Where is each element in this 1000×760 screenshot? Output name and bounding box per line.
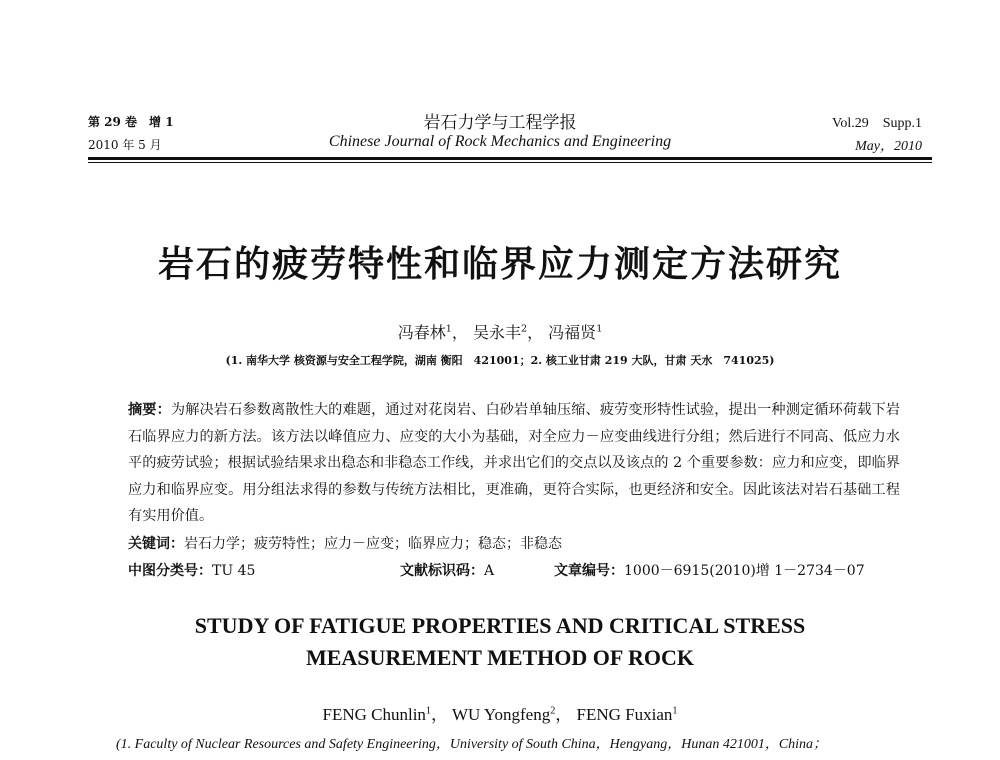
authors-en bbox=[0, 700, 1000, 725]
author-cn: 冯福贤 bbox=[548, 323, 597, 342]
author-cn: 冯春林 bbox=[397, 323, 446, 342]
paper-title-cn: 岩石的疲劳特性和临界应力测定方法研究 bbox=[157, 244, 842, 285]
affiliation-cn: (1. 南华大学 核资源与安全工程学院，湖南 衡阳 421001；2. 核工业甘肃 219 大队，甘肃 天水 741025) bbox=[225, 354, 775, 367]
author-aff: 2 bbox=[520, 323, 528, 335]
author-aff: 1 bbox=[672, 705, 678, 717]
author-cn: 吴永丰 bbox=[472, 323, 521, 342]
authors-cn bbox=[0, 320, 1000, 343]
keywords bbox=[128, 533, 562, 553]
header-rule-thick bbox=[88, 157, 932, 160]
author-sep: ， bbox=[451, 323, 468, 342]
classification bbox=[128, 560, 255, 580]
author-aff: 1 bbox=[425, 705, 432, 717]
author-sep: ， bbox=[527, 323, 544, 342]
author-aff: 1 bbox=[445, 323, 452, 335]
date-cn: 2010 年 5 月 bbox=[88, 138, 162, 152]
abstract-label: 摘要： bbox=[128, 402, 171, 418]
volume-en: Vol.29 Supp.1 bbox=[832, 116, 922, 131]
author-sep: ， bbox=[431, 705, 449, 724]
author-en: WU Yongfeng bbox=[451, 705, 551, 724]
header-rule-thin bbox=[88, 162, 932, 163]
abstract-text: 为解决岩石参数离散性大的难题，通过对花岗岩、白砂岩单轴压缩、疲劳变形特性试验，提出一种测定循环荷载下岩石临界应力的新方法。该方法以峰值应力、应变的大小为基础，对全应力－应变曲线进行分组；然后进行不同高、低应力水平的疲劳试验；根据试验结果求出稳态和非稳态工作线，并求出它们的交点以及该点的 2 个重要参数：应力和应变，即临界应力和临界应变。用分组法求得的参数与传统方法相比，更准确，更符合实际，也更经济和安全。因此该法对岩石基础工程有实用价值。 bbox=[128, 402, 900, 525]
keywords-label: 关键词： bbox=[128, 536, 184, 552]
classification-label: 中图分类号： bbox=[128, 563, 212, 579]
issue-cn: 第 29 卷 增 1 bbox=[88, 115, 174, 129]
keywords-text: 岩石力学；疲劳特性；应力－应变；临界应力；稳态；非稳态 bbox=[184, 536, 562, 552]
journal-title-en: Chinese Journal of Rock Mechanics and Engineering bbox=[328, 133, 672, 150]
paper-title-en-line-2: MEASUREMENT METHOD OF ROCK bbox=[305, 645, 695, 670]
author-aff: 1 bbox=[596, 323, 603, 335]
paper-title-en-line-1: STUDY OF FATIGUE PROPERTIES AND CRITICAL STRESS bbox=[194, 613, 806, 638]
article-number bbox=[554, 560, 865, 580]
affiliation-en: (1. Faculty of Nuclear Resources and Safety Engineering，University of South China，Hengyang，Hunan 421001，China； bbox=[116, 737, 828, 752]
document-code bbox=[400, 560, 494, 580]
document-code-value: A bbox=[484, 563, 495, 579]
author-sep: ， bbox=[555, 705, 573, 724]
classification-value: TU 45 bbox=[212, 563, 256, 579]
document-code-label: 文献标识码： bbox=[400, 563, 484, 579]
date-en: May，2010 bbox=[855, 139, 922, 154]
journal-title-cn: 岩石力学与工程学报 bbox=[423, 113, 577, 133]
abstract bbox=[128, 397, 900, 530]
article-number-value: 1000－6915(2010)增 1－2734－07 bbox=[624, 563, 865, 579]
author-en: FENG Chunlin bbox=[322, 705, 426, 724]
author-en: FENG Fuxian bbox=[576, 705, 673, 724]
author-aff: 2 bbox=[550, 705, 556, 717]
article-number-label: 文章编号： bbox=[554, 563, 624, 579]
